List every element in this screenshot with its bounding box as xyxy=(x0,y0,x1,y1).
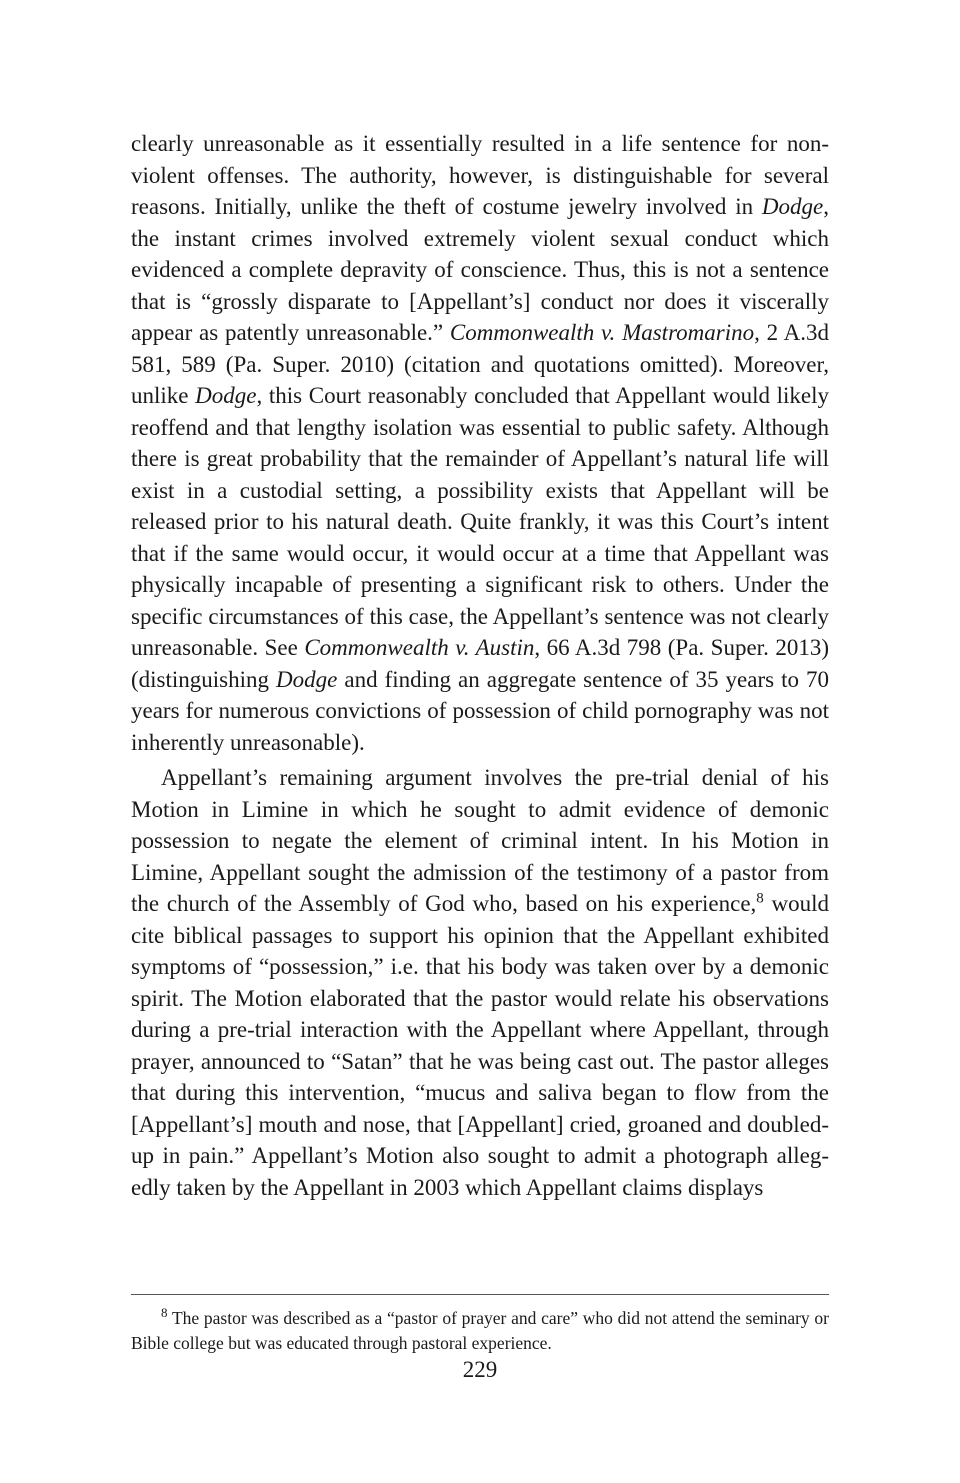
text-segment: , 66 A.3d 798 (Pa. Super. 2013) (distinguishing xyxy=(131,635,829,692)
case-citation-italic: Commonwealth v. Austin xyxy=(304,635,535,660)
case-citation-italic: Dodge xyxy=(761,194,824,219)
footnote-marker: 8 xyxy=(161,1305,168,1321)
paragraph-motion-in-limine xyxy=(131,762,829,1203)
footnote-8 xyxy=(131,1306,829,1356)
body-text xyxy=(131,128,829,1203)
paragraph-sentence-reasonableness xyxy=(131,128,829,758)
text-segment: clearly unreasonable as it essentially resulted in a life sentence for non-violent offenses. The authority, however, is distinguishable for several reasons. Initially, unlike the theft of costume jewelry involved in xyxy=(131,131,829,219)
case-citation-italic: Dodge xyxy=(276,666,338,692)
text-segment: and finding an aggregate sentence of 35 years to 70 years for numerous convictions of possession of child pornography was not inherently unreasonable). xyxy=(131,666,829,755)
text-segment: would cite biblical passages to support his opinion that the Appellant exhibited symptoms of “possession,” i.e. that his body was taken over by a demonic spirit. The Motion elaborated that the pastor would relate his observations during a pre-trial interaction with the Appellant where Appellant, through prayer, announced to “Satan” that he was being cast out. The pastor alleges that during this intervention, “mucus and saliva began to flow from the [Appellant’s] mouth and nose, that [Appellant] cried, groaned and doubled-up in pain.” Appellant’s Motion also sought to admit a photograph allegedly taken by the Appellant in 2003 which Appellant claims displays xyxy=(131,891,830,1200)
footnote-text: The pastor was described as a “pastor of prayer and care” who did not attend the seminary or Bible college but was educated through pastoral experience. xyxy=(131,1308,829,1353)
text-segment: , this Court reasonably concluded that Appellant would likely reoffend and that lengthy isolation was essential to public safety. Although there is great probability that the remainder of Appellant’s natural life will exist in a custodial setting, a possibility exists that Appellant will be released prior to his natural death. Quite frankly, it was this Court’s intent that if the same would occur, it would occur at a time that Appellant was physically incapable of presenting a significant risk to others. Under the specific circumstances of this case, the Appellant’s sentence was not clearly unreasonable. See xyxy=(131,383,829,660)
text-segment: , the instant crimes involved extremely violent sexual conduct which evidenced a complete depravity of conscience. Thus, this is not a sentence that is “grossly disparate to [Appellant’s] conduct nor does it viscerally appear as patently unreasonable.” xyxy=(131,194,829,345)
footnote-reference: 8 xyxy=(756,890,764,907)
case-citation-italic: Dodge xyxy=(195,383,257,408)
text-segment: , 2 A.3d 581, 589 (Pa. Super. 2010) (citation and quotations omitted). Moreover, unlike xyxy=(131,320,829,408)
case-citation-italic: Commonwealth v. Mastromarino xyxy=(449,320,755,345)
text-segment: Appellant’s remaining argument involves the pre-trial denial of his Motion in Limine in which he sought to admit evidence of demonic possession to negate the element of criminal intent. In his Motion in Limine, Appellant sought the admission of the testimony of a pastor from the church of the Assembly of God who, based on his experience, xyxy=(131,765,829,916)
footnote-divider xyxy=(131,1294,829,1295)
page-number: 229 xyxy=(462,1357,498,1382)
